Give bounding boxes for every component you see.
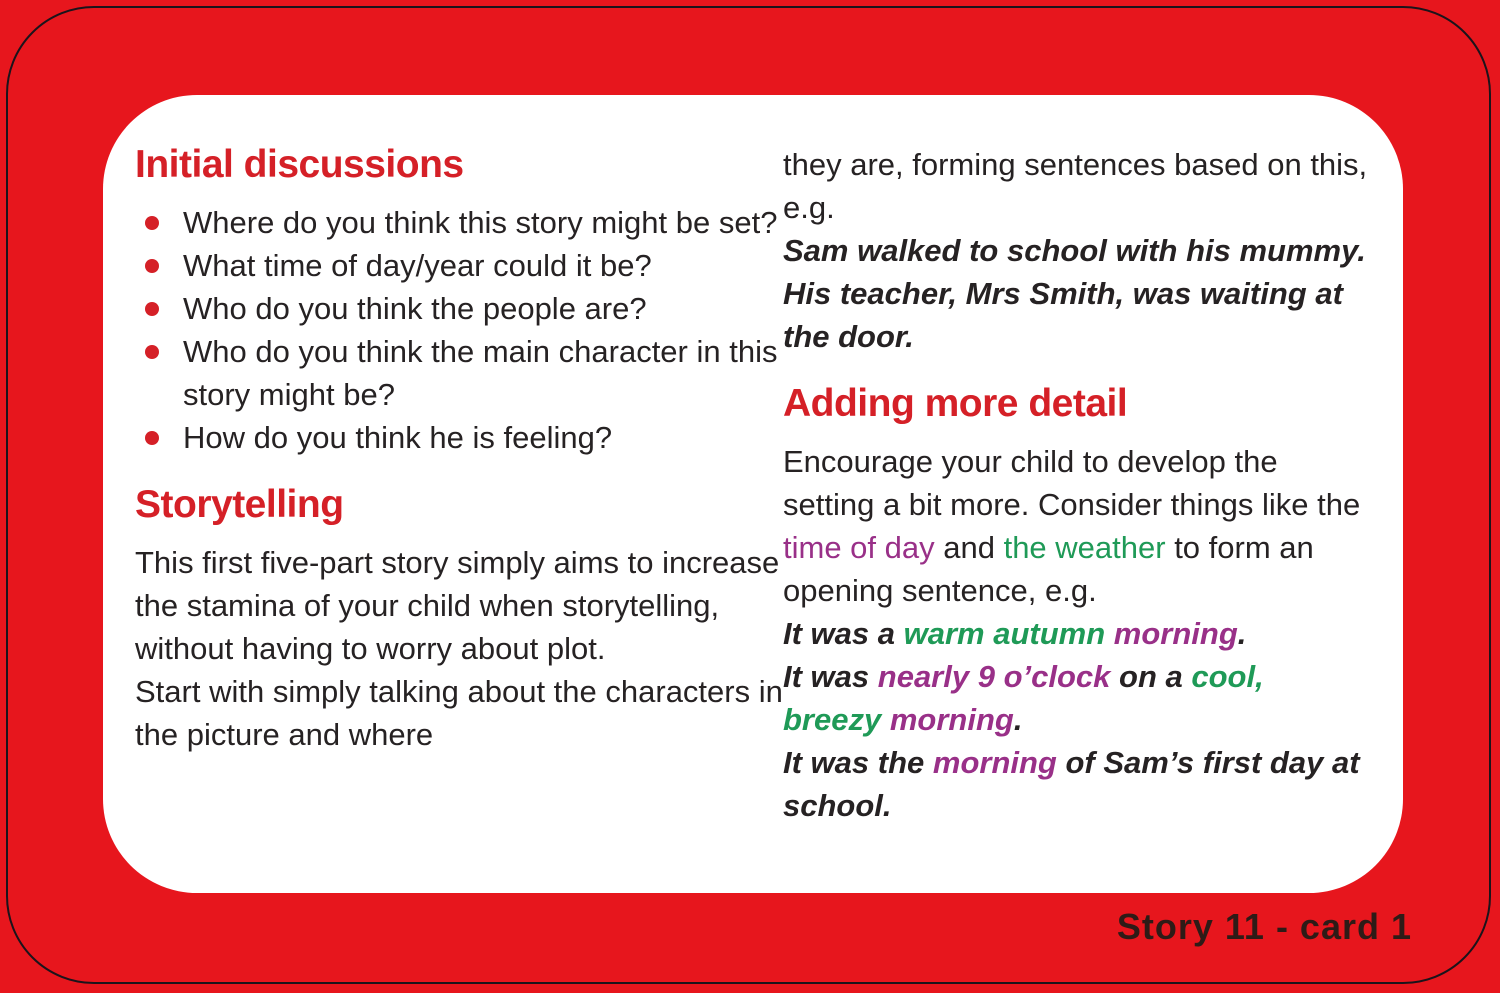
right-column (783, 143, 1368, 863)
text-segment: Encourage your child to develop the setting a bit more. Consider things like the (783, 444, 1361, 522)
text-segment: the weather (1003, 530, 1166, 565)
list-item (135, 287, 783, 330)
example-sentence: Sam walked to school with his mummy. (783, 233, 1366, 268)
bullet-icon (145, 345, 159, 359)
adding-more-detail-intro (783, 440, 1368, 612)
bullet-text: Who do you think the people are? (183, 291, 647, 326)
colored-example-sentence (783, 741, 1368, 827)
text-segment: warm autumn (903, 616, 1114, 651)
list-item (135, 244, 783, 287)
list-item (135, 330, 783, 416)
continuation-text: they are, forming sentences based on this, e.g. (783, 147, 1368, 225)
text-segment: cool, breezy (783, 659, 1264, 737)
bullet-icon (145, 302, 159, 316)
initial-discussions-heading: Initial discussions (135, 143, 464, 186)
text-segment: It was (783, 659, 878, 694)
bullet-text: Where do you think this story might be set? (183, 205, 778, 240)
content-card (103, 95, 1403, 893)
bullet-text: How do you think he is feeling? (183, 420, 613, 455)
left-column (135, 143, 783, 863)
list-item (135, 416, 783, 459)
colored-example-sentence (783, 655, 1368, 741)
adding-more-detail-heading: Adding more detail (783, 382, 1128, 425)
text-segment: on a (1110, 659, 1192, 694)
text-segment: . (1013, 702, 1023, 737)
discussion-questions-list (135, 201, 783, 459)
storytelling-paragraph: Start with simply talking about the characters in the picture and where (135, 674, 783, 752)
example-sentence: His teacher, Mrs Smith, was waiting at the door. (783, 276, 1343, 354)
bullet-icon (145, 431, 159, 445)
text-segment: morning (932, 745, 1057, 780)
text-segment: morning (889, 702, 1014, 737)
text-segment: time of day (783, 530, 935, 565)
list-item (135, 201, 783, 244)
text-segment: . (1237, 616, 1247, 651)
text-segment: nearly 9 o’clock (877, 659, 1111, 694)
storytelling-paragraph: This first five-part story simply aims to increase the stamina of your child when storytelling, without having to worry about plot. (135, 545, 780, 666)
card-footer-label: Story 11 - card 1 (1116, 906, 1412, 947)
text-segment: It was a (783, 616, 904, 651)
storytelling-heading: Storytelling (135, 483, 344, 526)
colored-example-sentence (783, 612, 1368, 655)
text-segment: to form an opening sentence, e.g. (783, 530, 1314, 608)
bullet-icon (145, 259, 159, 273)
text-segment: morning (1113, 616, 1238, 651)
text-segment: of Sam’s first day at school. (783, 745, 1360, 823)
bullet-text: Who do you think the main character in this story might be? (183, 334, 778, 412)
bullet-text: What time of day/year could it be? (183, 248, 652, 283)
text-segment: and (934, 530, 1004, 565)
text-segment: It was the (783, 745, 933, 780)
bullet-icon (145, 216, 159, 230)
